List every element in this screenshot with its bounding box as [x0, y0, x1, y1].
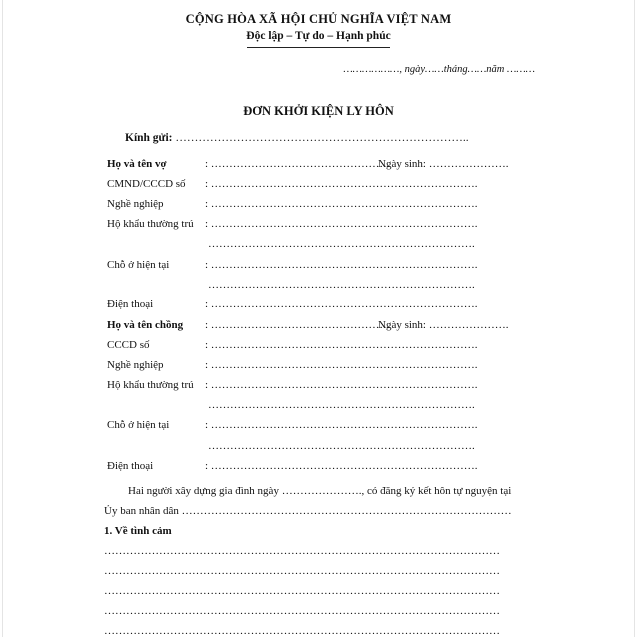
husband-residence-label: Chỗ ở hiện tại: [107, 419, 170, 431]
husband-name-label: Họ và tên chồng: [107, 319, 184, 331]
wife-birth-field: Ngày sinh: ………………….: [378, 158, 509, 170]
wife-name-label: Họ và tên vợ: [107, 158, 167, 170]
page-edge-left: [2, 0, 3, 637]
page-edge-right: [634, 0, 635, 637]
husband-phone-field: : ……………………………………………………………….: [205, 460, 478, 472]
wife-job-field: : ……………………………………………………………….: [205, 198, 478, 210]
wife-residence-field: : ……………………………………………………………….: [205, 259, 478, 271]
section-line: ………………………………………………………………………………………………: [104, 605, 500, 617]
section-line: ………………………………………………………………………………………………: [104, 545, 500, 557]
husband-id-label: CCCD số: [107, 339, 150, 351]
wife-id-label: CMND/CCCD số: [107, 178, 186, 190]
marriage-paragraph-line2: Ủy ban nhân dân ………………………………………………………………………………: [104, 505, 512, 517]
husband-household-continued: ……………………………………………………………….: [208, 399, 475, 411]
section-heading-emotion: 1. Về tình cảm: [104, 525, 172, 537]
wife-residence-continued: ……………………………………………………………….: [208, 279, 475, 291]
wife-phone-field: : ……………………………………………………………….: [205, 298, 478, 310]
wife-household-field: : ……………………………………………………………….: [205, 218, 478, 230]
motto-underline: [247, 47, 390, 48]
wife-job-label: Nghề nghiệp: [107, 198, 164, 210]
husband-residence-field: : ……………………………………………………………….: [205, 419, 478, 431]
husband-job-field: : ……………………………………………………………….: [205, 359, 478, 371]
husband-residence-continued: ……………………………………………………………….: [208, 440, 475, 452]
document-title: ĐƠN KHỞI KIỆN LY HÔN: [243, 104, 394, 118]
recipient-value: …………………………………………………………………..: [175, 132, 469, 144]
wife-id-field: : ……………………………………………………………….: [205, 178, 478, 190]
husband-id-field: : ……………………………………………………………….: [205, 339, 478, 351]
wife-household-continued: ……………………………………………………………….: [208, 238, 475, 250]
husband-birth-field: Ngày sinh: ………………….: [378, 319, 509, 331]
section-line: ………………………………………………………………………………………………: [104, 625, 500, 637]
section-line: ………………………………………………………………………………………………: [104, 585, 500, 597]
section-line: ………………………………………………………………………………………………: [104, 565, 500, 577]
wife-name-field: : ………………………………………….: [205, 158, 390, 170]
wife-household-label: Hộ khẩu thường trú: [107, 218, 194, 230]
date-line: ………………, ngày……tháng……năm ………: [343, 64, 535, 75]
wife-residence-label: Chỗ ở hiện tại: [107, 259, 170, 271]
husband-name-field: : ………………………………………….: [205, 319, 390, 331]
husband-household-field: : ……………………………………………………………….: [205, 379, 478, 391]
husband-household-label: Hộ khẩu thường trú: [107, 379, 194, 391]
recipient-label: Kính gửi:: [125, 132, 173, 144]
husband-phone-label: Điện thoại: [107, 460, 154, 472]
national-title: CỘNG HÒA XÃ HỘI CHỦ NGHĨA VIỆT NAM: [185, 12, 452, 26]
husband-job-label: Nghề nghiệp: [107, 359, 164, 371]
wife-phone-label: Điện thoại: [107, 298, 154, 310]
marriage-paragraph-line1: Hai người xây dựng gia đình ngày …………………., có đăng ký kết hôn tự nguyện tại: [128, 485, 512, 497]
national-motto: Độc lập – Tự do – Hạnh phúc: [246, 30, 391, 42]
recipient-line: [125, 132, 469, 144]
